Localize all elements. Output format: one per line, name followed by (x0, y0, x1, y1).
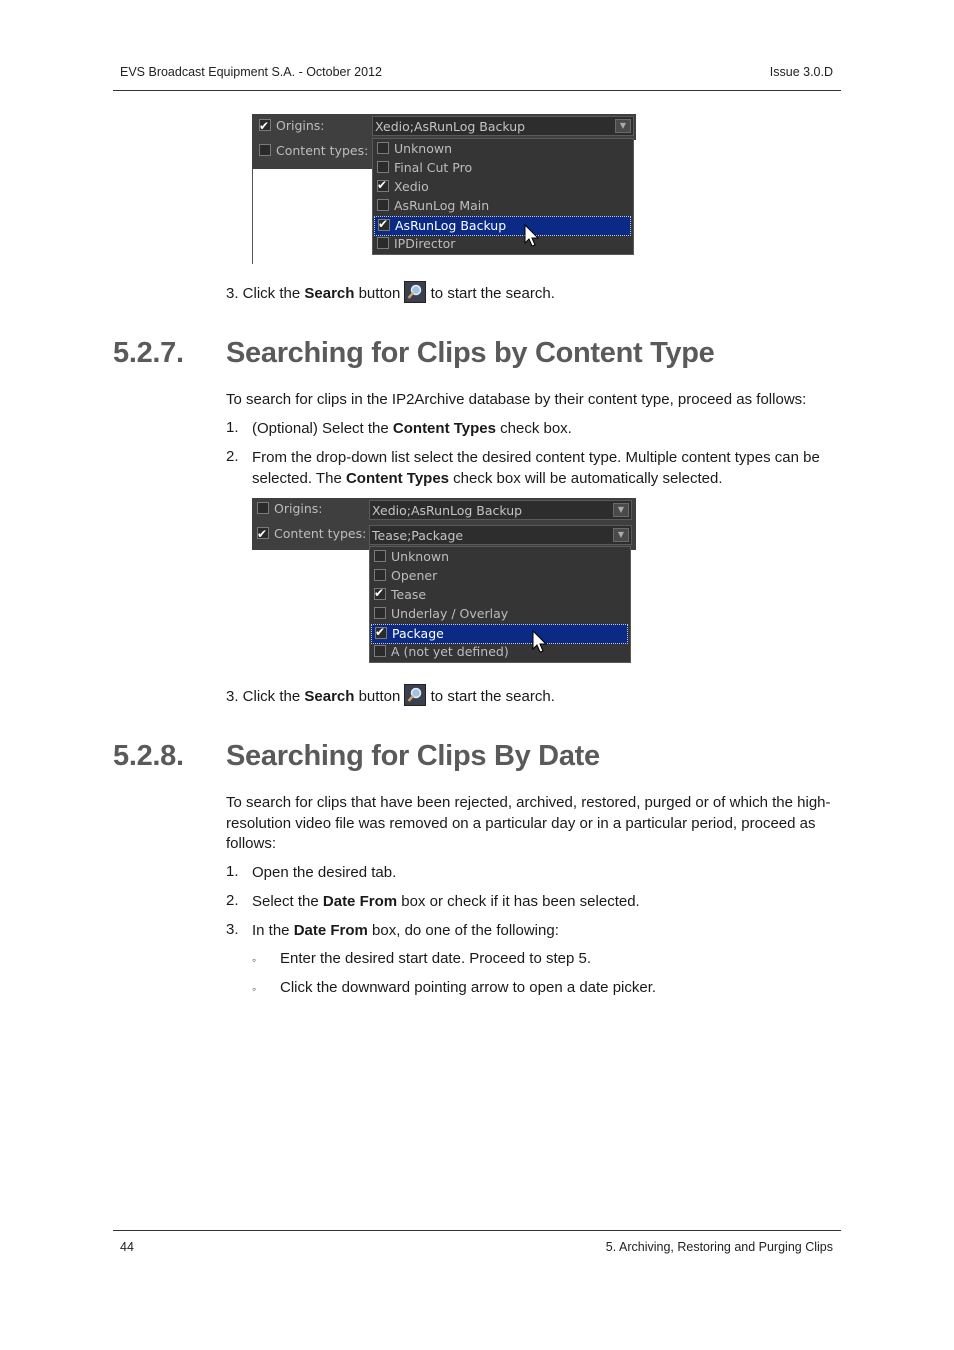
section-title: Searching for Clips By Date (226, 740, 600, 772)
step-1: Open the desired tab. (252, 864, 397, 881)
bullet-item: Click the downward pointing arrow to open a date picker. (280, 979, 657, 996)
list-item[interactable]: AsRunLog Main (377, 197, 631, 215)
origins-dropdown-list (372, 138, 634, 255)
header-company: EVS Broadcast Equipment S.A. - October 2012 (120, 65, 382, 79)
origins-checkbox[interactable] (257, 502, 269, 514)
origins-filter[interactable]: ✔Origins: (259, 115, 325, 137)
page-number: 44 (120, 1240, 134, 1254)
content-types-checkbox[interactable] (257, 527, 269, 539)
step-1: (Optional) Select the Content Types check box. (252, 420, 572, 437)
origins-filter[interactable]: Origins: (257, 498, 323, 520)
list-item-selected[interactable]: ✔AsRunLog Backup (374, 216, 631, 236)
section-intro: To search for clips that have been rejected, archived, restored, purged or of which the high-resolution video file was removed on a particular day or in a particular period, proceed as follows: (226, 794, 831, 852)
section-number: 5.2.8. (113, 740, 184, 772)
list-item[interactable]: Unknown (377, 140, 631, 158)
step-3-search: 3. Click the Search button to start the search. (226, 281, 555, 305)
list-item[interactable]: ✔Tease (374, 586, 628, 604)
footer-rule (113, 1230, 841, 1231)
content-types-checkbox[interactable] (259, 144, 271, 156)
list-item[interactable]: Underlay / Overlay (374, 605, 628, 623)
bullet-marker: ◦ (252, 953, 257, 967)
step-number: 1. (226, 863, 239, 880)
section-title: Searching for Clips by Content Type (226, 337, 715, 369)
step-number: 2. (226, 892, 239, 909)
chevron-down-icon[interactable]: ▼ (615, 119, 631, 133)
footer-chapter: 5. Archiving, Restoring and Purging Clips (605, 1240, 833, 1254)
origins-checkbox[interactable] (259, 119, 271, 131)
content-types-dropdown-list (369, 546, 631, 663)
origins-combo[interactable]: Xedio;AsRunLog Backup ▼ (369, 500, 632, 520)
content-types-filter[interactable]: ✔Content types: (257, 523, 366, 545)
header-issue: Issue 3.0.D (769, 65, 833, 79)
step-2: From the drop-down list select the desired content type. Multiple content types can be selected. The Content Types check box will be automatically selected. (252, 449, 820, 487)
mouse-cursor-icon (532, 630, 548, 654)
step-number: 3. (226, 921, 239, 938)
origins-dropdown-screenshot (252, 114, 636, 264)
list-item-selected[interactable]: ✔Package (371, 624, 628, 644)
bullet-item: Enter the desired start date. Proceed to step 5. (280, 950, 592, 967)
section-intro: To search for clips in the IP2Archive database by their content type, proceed as follows: (226, 391, 807, 408)
list-item[interactable]: IPDirector (377, 235, 631, 253)
content-types-filter[interactable]: Content types: (259, 140, 368, 162)
list-item[interactable]: A (not yet defined) (374, 643, 628, 661)
list-item[interactable]: Final Cut Pro (377, 159, 631, 177)
content-types-dropdown-screenshot (252, 498, 636, 664)
step-number: 2. (226, 448, 239, 465)
list-item[interactable]: Unknown (374, 548, 628, 566)
chevron-down-icon[interactable]: ▼ (613, 528, 629, 542)
step-3: In the Date From box, do one of the following: (252, 922, 559, 939)
search-button-icon[interactable] (404, 684, 426, 706)
section-number: 5.2.7. (113, 337, 184, 369)
step-2: Select the Date From box or check if it has been selected. (252, 893, 640, 910)
list-item[interactable]: ✔Xedio (377, 178, 631, 196)
step-3-search: 3. Click the Search button to start the search. (226, 684, 555, 708)
chevron-down-icon[interactable]: ▼ (613, 503, 629, 517)
search-button-icon[interactable] (404, 281, 426, 303)
mouse-cursor-icon (524, 224, 540, 248)
step-number: 1. (226, 419, 239, 436)
header-rule (113, 90, 841, 91)
origins-combo[interactable]: Xedio;AsRunLog Backup ▼ (372, 116, 634, 136)
content-types-combo[interactable]: Tease;Package ▼ (369, 525, 632, 545)
list-item[interactable]: Opener (374, 567, 628, 585)
bullet-marker: ◦ (252, 982, 257, 996)
